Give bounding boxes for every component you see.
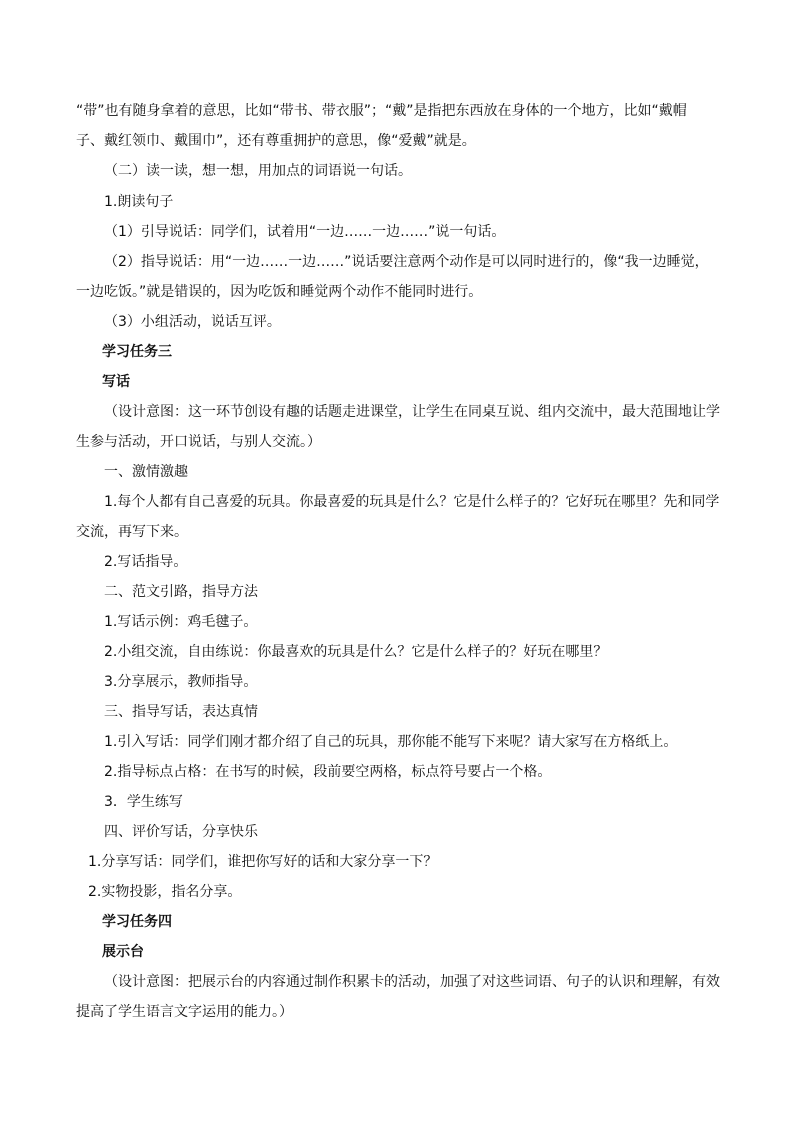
paragraph-line: （3）小组活动，说话互评。 bbox=[104, 314, 281, 330]
paragraph-line: （设计意图：把展示台的内容通过制作积累卡的活动，加强了对这些词语、句子的认识和理解，有效 bbox=[104, 974, 720, 990]
paragraph-line: （设计意图：这一环节创设有趣的话题走进课堂，让学生在同桌互说、组内交流中，最大范围地让学 bbox=[104, 404, 720, 420]
paragraph-line: 子、戴红领巾、戴围巾”，还有尊重拥护的意思，像“爱戴”就是。 bbox=[76, 133, 476, 149]
paragraph-line: 2.小组交流，自由练说：你最喜欢的玩具是什么？它是什么样子的？好玩在哪里？ bbox=[104, 644, 608, 660]
paragraph-line: 1.写话示例：鸡毛毽子。 bbox=[104, 614, 258, 630]
paragraph-line: 2.写话指导。 bbox=[104, 554, 188, 570]
paragraph-line: 一边吃饭。”就是错误的，因为吃饭和睡觉两个动作不能同时进行。 bbox=[76, 284, 483, 300]
paragraph-line: 交流，再写下来。 bbox=[76, 524, 188, 540]
paragraph-line: 2.实物投影，指名分享。 bbox=[88, 884, 242, 900]
paragraph-line: 提高了学生语言文字运用的能力。） bbox=[76, 1004, 293, 1020]
paragraph-line: 生参与活动，开口说话，与别人交流。） bbox=[76, 434, 321, 450]
paragraph-line: 3.分享展示，教师指导。 bbox=[104, 674, 258, 690]
paragraph-line: （二）读一读，想一想，用加点的词语说一句话。 bbox=[104, 163, 412, 179]
paragraph-line: 1.朗读句子 bbox=[104, 194, 174, 210]
paragraph-line: （2）指导说话：用“一边……一边……”说话要注意两个动作是可以同时进行的，像“我一边睡觉， bbox=[104, 254, 709, 270]
section-heading: 学习任务三 bbox=[102, 344, 172, 360]
paragraph-line: 一、激情激趣 bbox=[104, 464, 188, 480]
paragraph-line: 三、指导写话，表达真情 bbox=[104, 704, 258, 720]
paragraph-line: 二、范文引路，指导方法 bbox=[104, 584, 258, 600]
paragraph-line: 1.每个人都有自己喜爱的玩具。你最喜爱的玩具是什么？它是什么样子的？它好玩在哪里？先和同学 bbox=[104, 494, 720, 510]
paragraph-line: 2.指导标点占格：在书写的时候，段前要空两格，标点符号要占一个格。 bbox=[104, 764, 552, 780]
paragraph-line: 1.分享写话：同学们，谁把你写好的话和大家分享一下？ bbox=[88, 854, 438, 870]
section-subheading: 写话 bbox=[102, 374, 130, 390]
section-heading: 学习任务四 bbox=[102, 914, 172, 930]
paragraph-line: 四、评价写话，分享快乐 bbox=[104, 824, 258, 840]
paragraph-line: 1.引入写话：同学们刚才都介绍了自己的玩具，那你能不能写下来呢？请大家写在方格纸上。 bbox=[104, 734, 678, 750]
paragraph-line: 3．学生练写 bbox=[104, 794, 183, 810]
section-subheading: 展示台 bbox=[102, 944, 144, 960]
paragraph-line: （1）引导说话：同学们，试着用“一边……一边……”说一句话。 bbox=[104, 224, 506, 240]
paragraph-line: “带”也有随身拿着的意思，比如“带书、带衣服”；“戴”是指把东西放在身体的一个地方，比如“戴帽 bbox=[76, 103, 687, 119]
